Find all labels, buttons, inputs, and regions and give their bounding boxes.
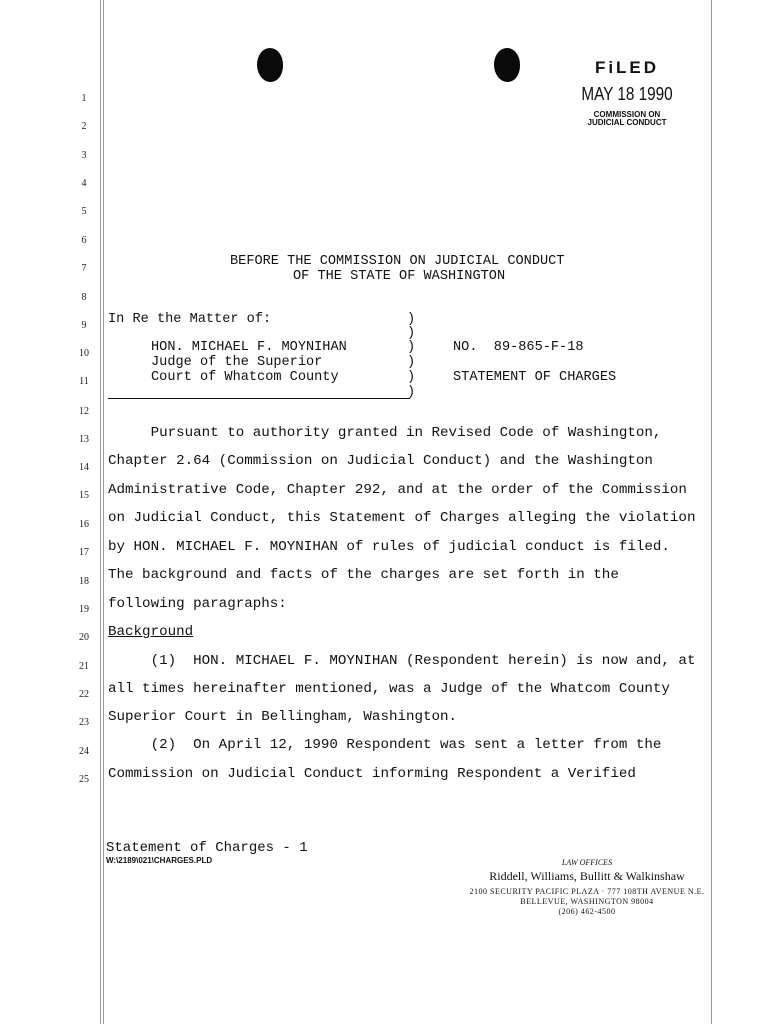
line-number: 8 — [81, 292, 87, 303]
stamp-commission-line1: COMMISSION ON — [593, 110, 661, 119]
left-margin-rule — [100, 0, 101, 1024]
body-line: on Judicial Conduct, this Statement of Charges alleging the violation — [108, 510, 696, 526]
line-number: 7 — [81, 263, 87, 274]
punch-hole-right — [494, 48, 520, 82]
line-number: 3 — [81, 150, 87, 161]
line-number: 15 — [79, 490, 89, 501]
line-number: 13 — [79, 434, 89, 445]
body-line: by HON. MICHAEL F. MOYNIHAN of rules of judicial conduct is filed. — [108, 539, 670, 555]
line-number: 21 — [79, 661, 89, 672]
line-number: 6 — [81, 235, 87, 246]
body-line: The background and facts of the charges are set forth in the — [108, 567, 619, 583]
left-margin-rule-inner — [103, 0, 104, 1024]
line-number: 1 — [81, 93, 87, 104]
footer-document-label: Statement of Charges - 1 — [106, 840, 308, 856]
caption-paren: ) — [407, 340, 416, 355]
law-firm-phone: (206) 462-4500 — [558, 907, 616, 916]
line-number: 20 — [79, 632, 89, 643]
caption-respondent-title-2: Court of Whatcom County — [151, 370, 339, 385]
punch-hole-left — [257, 48, 283, 82]
stamp-commission-line2: JUDICIAL CONDUCT — [587, 118, 667, 127]
law-firm-block — [456, 858, 718, 916]
body-line: Chapter 2.64 (Commission on Judicial Conduct) and the Washington — [108, 453, 653, 469]
footer-file-path: W:\2189\021\CHARGES.PLD — [106, 856, 213, 865]
body-line: Superior Court in Bellingham, Washington. — [108, 709, 458, 725]
stamp-date: MAY 18 1990 — [581, 84, 673, 104]
line-number: 22 — [79, 689, 89, 700]
body-line: following paragraphs: — [108, 596, 287, 612]
caption-respondent-name: HON. MICHAEL F. MOYNIHAN — [151, 340, 347, 355]
line-number: 19 — [79, 604, 89, 615]
body-line: (1) HON. MICHAEL F. MOYNIHAN (Respondent herein) is now and, at — [108, 653, 696, 669]
heading-line-2: OF THE STATE OF WASHINGTON — [293, 269, 506, 284]
caption-paren: ) — [407, 370, 416, 385]
caption-paren: ) — [407, 326, 416, 341]
line-number: 12 — [79, 406, 89, 417]
stamp-filed: FiLED — [594, 58, 660, 77]
filed-stamp — [572, 58, 682, 127]
document-title: STATEMENT OF CHARGES — [453, 370, 617, 385]
law-firm-address-2: BELLEVUE, WASHINGTON 98004 — [520, 897, 654, 906]
body-line: (2) On April 12, 1990 Respondent was sent a letter from the — [108, 737, 662, 753]
body-line: Commission on Judicial Conduct informing Respondent a Verified — [108, 766, 636, 782]
caption-respondent-title-1: Judge of the Superior — [151, 355, 323, 370]
line-number: 10 — [79, 348, 89, 359]
body-line: Pursuant to authority granted in Revised Code of Washington, — [108, 425, 662, 441]
line-number: 24 — [79, 746, 89, 757]
line-number: 4 — [81, 178, 87, 189]
law-offices-label: LAW OFFICES — [561, 858, 613, 867]
line-number: 2 — [81, 121, 87, 132]
caption-paren: ) — [407, 312, 416, 327]
line-number: 18 — [79, 576, 89, 587]
line-number: 14 — [79, 462, 89, 473]
line-number: 17 — [79, 547, 89, 558]
caption-paren: ) — [407, 385, 416, 400]
caption-matter: In Re the Matter of: — [108, 312, 272, 327]
line-number: 11 — [79, 376, 89, 387]
caption-paren: ) — [407, 355, 416, 370]
line-number: 23 — [79, 717, 89, 728]
section-heading-background: Background — [108, 624, 194, 640]
heading-line-1: BEFORE THE COMMISSION ON JUDICIAL CONDUCT — [230, 254, 565, 269]
body-line: Administrative Code, Chapter 292, and at the order of the Commission — [108, 482, 687, 498]
line-number: 5 — [81, 206, 87, 217]
caption-rule — [108, 398, 410, 399]
line-number: 9 — [81, 320, 87, 331]
law-firm-name: Riddell, Williams, Bullitt & Walkinshaw — [489, 869, 685, 883]
law-firm-address-1: 2100 SECURITY PACIFIC PLAZA · 777 108TH AVENUE N.E. — [469, 887, 705, 896]
line-number: 16 — [79, 519, 89, 530]
body-line: all times hereinafter mentioned, was a Judge of the Whatcom County — [108, 681, 670, 697]
line-number: 25 — [79, 774, 89, 785]
case-number: NO. 89-865-F-18 — [453, 340, 584, 355]
